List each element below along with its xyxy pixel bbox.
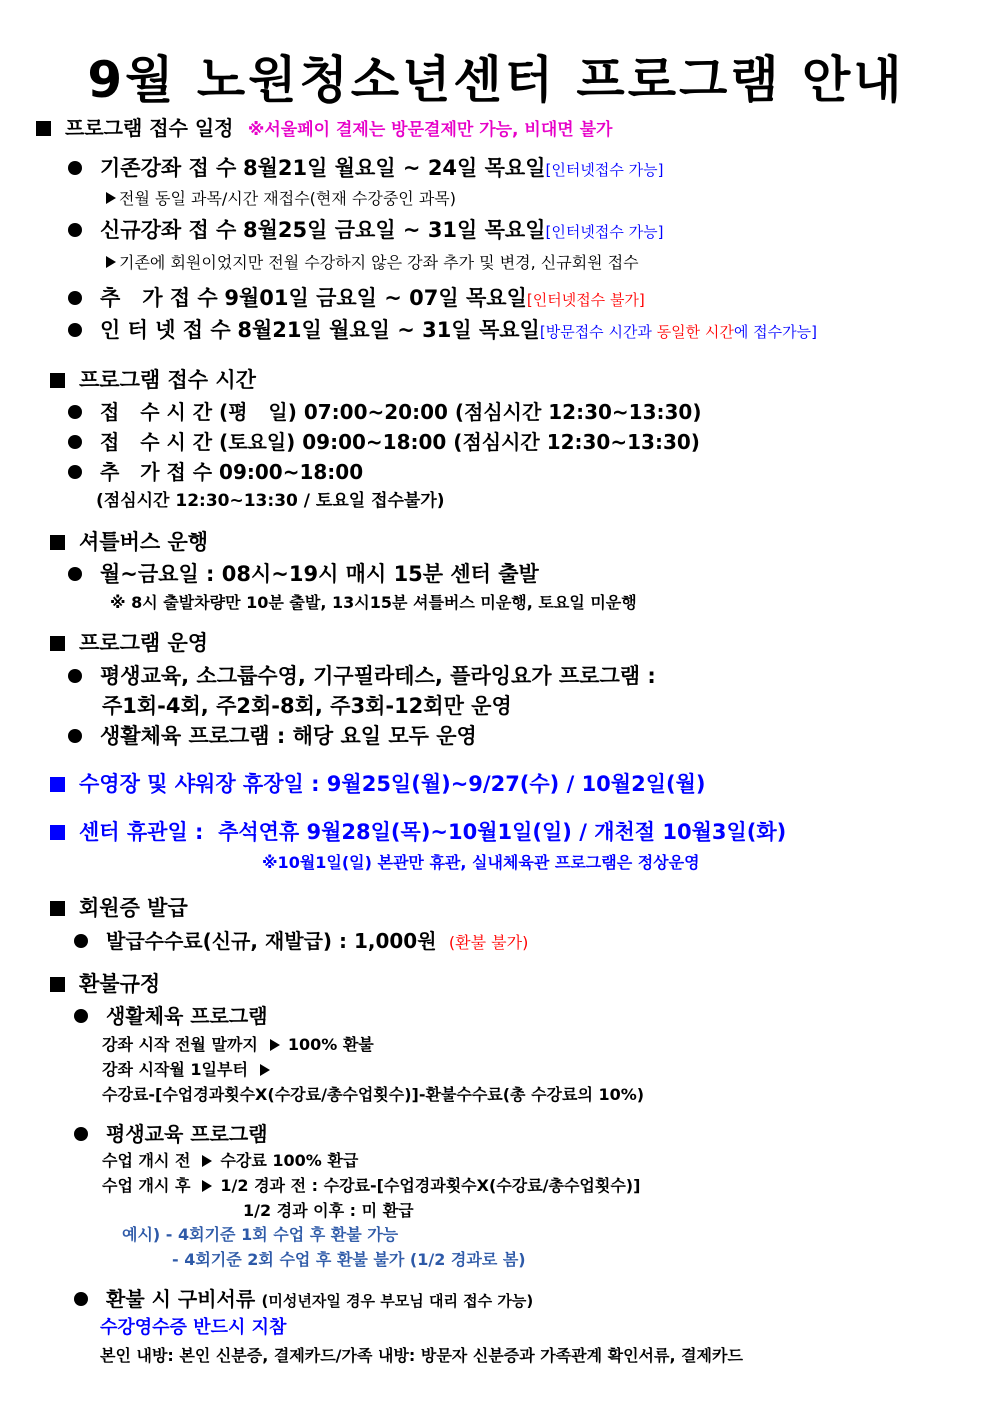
arrow-right-icon xyxy=(260,1064,270,1076)
time-item-saturday: 접 수 시 간 (토요일) 09:00~18:00 (점심시간 12:30~13:30) xyxy=(68,426,700,455)
square-bullet-icon xyxy=(36,121,51,136)
operation-item-1: 평생교육, 소그룹수영, 기구필라테스, 플라잉요가 프로그램 : xyxy=(68,660,656,690)
circle-bullet-icon xyxy=(68,161,82,175)
seoulpay-notice: ※서울페이 결제는 방문결제만 가능, 비대면 불가 xyxy=(247,120,613,140)
circle-bullet-icon xyxy=(74,1009,88,1023)
page-title: 9월 노원청소년센터 프로그램 안내 xyxy=(87,51,905,109)
circle-bullet-icon xyxy=(68,435,82,449)
circle-bullet-icon xyxy=(74,934,88,948)
circle-bullet-icon xyxy=(68,405,82,419)
time-sub-note: (점심시간 12:30~13:30 / 토요일 접수불가) xyxy=(96,491,445,511)
operation-item-2: 생활체육 프로그램 : 해당 요일 모두 운영 xyxy=(68,720,477,750)
circle-bullet-icon xyxy=(74,1127,88,1141)
circle-bullet-icon xyxy=(68,729,82,743)
refund-education-title: 평생교육 프로그램 xyxy=(74,1118,268,1147)
section-shuttle: 셔틀버스 운행 xyxy=(50,526,208,556)
refund-example-2: - 4회기준 2회 수업 후 환불 불가 (1/2 경과로 봄) xyxy=(172,1250,526,1269)
square-bullet-icon xyxy=(50,825,65,840)
square-bullet-icon xyxy=(50,373,65,388)
square-bullet-icon xyxy=(50,535,65,550)
section-operation: 프로그램 운영 xyxy=(50,627,208,657)
circle-bullet-icon xyxy=(68,291,82,305)
shuttle-item: 월~금요일 : 08시~19시 매시 15분 센터 출발 xyxy=(68,558,539,588)
refund-education-line1: 수업 개시 전 수강료 100% 환급 xyxy=(102,1151,359,1170)
refund-sports-line2: 강좌 시작월 1일부터 xyxy=(102,1057,278,1080)
refund-sports-line3: 수강료-[수업경과횟수X(수강료/총수업횟수)]-환불수수료(총 수강료의 10%) xyxy=(102,1085,645,1104)
pool-closure: 수영장 및 샤워장 휴장일 : 9월25일(월)~9/27(수) / 10월2일(월) xyxy=(50,768,705,798)
square-bullet-icon xyxy=(50,901,65,916)
arrow-right-icon xyxy=(270,1039,280,1051)
schedule-item-internet: 인 터 넷 접 수 8월21일 월요일 ~ 31일 목요일[방문접수 시간과 동일한 시간에 접수가능] xyxy=(68,314,817,344)
refund-sports-line1: 강좌 시작 전월 말까지 100% 환불 xyxy=(102,1035,374,1054)
circle-bullet-icon xyxy=(68,669,82,683)
circle-bullet-icon xyxy=(74,1292,88,1306)
time-item-additional: 추 가 접 수 09:00~18:00 xyxy=(68,456,363,485)
center-closure-note: ※10월1일(일) 본관만 휴관, 실내체육관 프로그램은 정상운영 xyxy=(262,853,700,872)
section-refund: 환불규정 xyxy=(50,968,160,998)
section-registration-schedule xyxy=(36,112,612,141)
square-bullet-icon xyxy=(50,636,65,651)
refund-sports-title: 생활체육 프로그램 xyxy=(74,1000,268,1029)
shuttle-note: ※ 8시 출발차량만 10분 출발, 13시15분 셔틀버스 미운행, 토요일 미운행 xyxy=(110,593,637,612)
square-bullet-icon xyxy=(50,777,65,792)
section-registration-time: 프로그램 접수 시간 xyxy=(50,364,256,394)
refund-education-line3: 1/2 경과 이후 : 미 환급 xyxy=(243,1201,414,1220)
membership-item: 발급수수료(신규, 재발급) : 1,000원 (환불 불가) xyxy=(74,925,528,954)
schedule-item-existing: 기존강좌 접 수 8월21일 월요일 ~ 24일 목요일[인터넷접수 가능] xyxy=(68,152,663,182)
circle-bullet-icon xyxy=(68,223,82,237)
schedule-sub-existing: 전월 동일 과목/시간 재접수(현재 수강중인 과목) xyxy=(106,186,456,209)
center-closure: 센터 휴관일 : 추석연휴 9월28일(목)~10월1일(일) / 개천절 10월3일(화) xyxy=(50,816,786,846)
time-item-weekday: 접 수 시 간 (평 일) 07:00~20:00 (점심시간 12:30~13:30) xyxy=(68,396,701,425)
circle-bullet-icon xyxy=(68,323,82,337)
arrow-right-icon xyxy=(202,1180,212,1192)
refund-example-1: 예시) - 4회기준 1회 수업 후 환불 가능 xyxy=(122,1225,399,1244)
schedule-sub-new: 기존에 회원이었지만 전월 수강하지 않은 강좌 추가 및 변경, 신규회원 접수 xyxy=(106,250,639,273)
schedule-item-additional: 추 가 접 수 9월01일 금요일 ~ 07일 목요일[인터넷접수 불가] xyxy=(68,282,645,312)
schedule-item-new: 신규강좌 접 수 8월25일 금요일 ~ 31일 목요일[인터넷접수 가능] xyxy=(68,214,663,244)
operation-item-1-line2: 주1회-4회, 주2회-8회, 주3회-12회만 운영 xyxy=(102,694,512,718)
refund-documents-title: 환불 시 구비서류 (미성년자일 경우 부모님 대리 접수 가능) xyxy=(74,1283,533,1312)
arrow-right-icon xyxy=(202,1155,212,1167)
circle-bullet-icon xyxy=(68,567,82,581)
section-membership: 회원증 발급 xyxy=(50,892,188,922)
triangle-bullet-icon xyxy=(106,256,116,268)
square-bullet-icon xyxy=(50,977,65,992)
circle-bullet-icon xyxy=(68,465,82,479)
triangle-bullet-icon xyxy=(106,192,116,204)
section-heading: 프로그램 접수 일정 xyxy=(65,116,234,140)
refund-documents-line1: 수강영수증 반드시 지참 xyxy=(100,1317,287,1338)
refund-documents-line2: 본인 내방: 본인 신분증, 결제카드/가족 내방: 방문자 신분증과 가족관계 확인서류, 결제카드 xyxy=(100,1346,743,1365)
refund-education-line2: 수업 개시 후 1/2 경과 전 : 수강료-[수업경과횟수X(수강료/총수업횟수)] xyxy=(102,1176,641,1195)
